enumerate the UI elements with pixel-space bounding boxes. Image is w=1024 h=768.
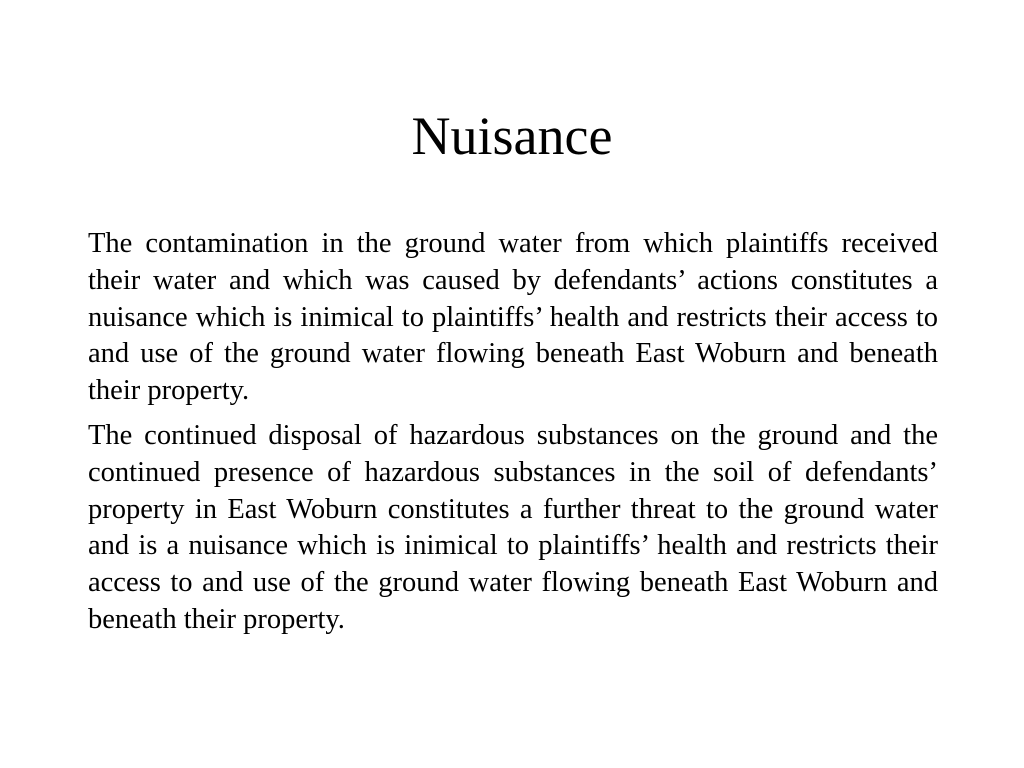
- slide-body: [88, 226, 938, 647]
- body-paragraph-1: The contamination in the ground water from which plaintiffs received their water and which was caused by defendants’ actions constitutes a nuisance which is inimical to plaintiffs’ health and restricts their access to and use of the ground water flowing beneath East Woburn and beneath their property.: [88, 228, 938, 407]
- body-paragraph-2: The continued disposal of hazardous substances on the ground and the continued presence of hazardous substances in the soil of defendants’ property in East Woburn constitutes a further threat to the ground water and is a nuisance which is inimical to plaintiffs’ health and restricts their access to and use of the ground water flowing beneath East Woburn and beneath their property.: [88, 419, 938, 635]
- slide-title: Nuisance: [411, 106, 613, 166]
